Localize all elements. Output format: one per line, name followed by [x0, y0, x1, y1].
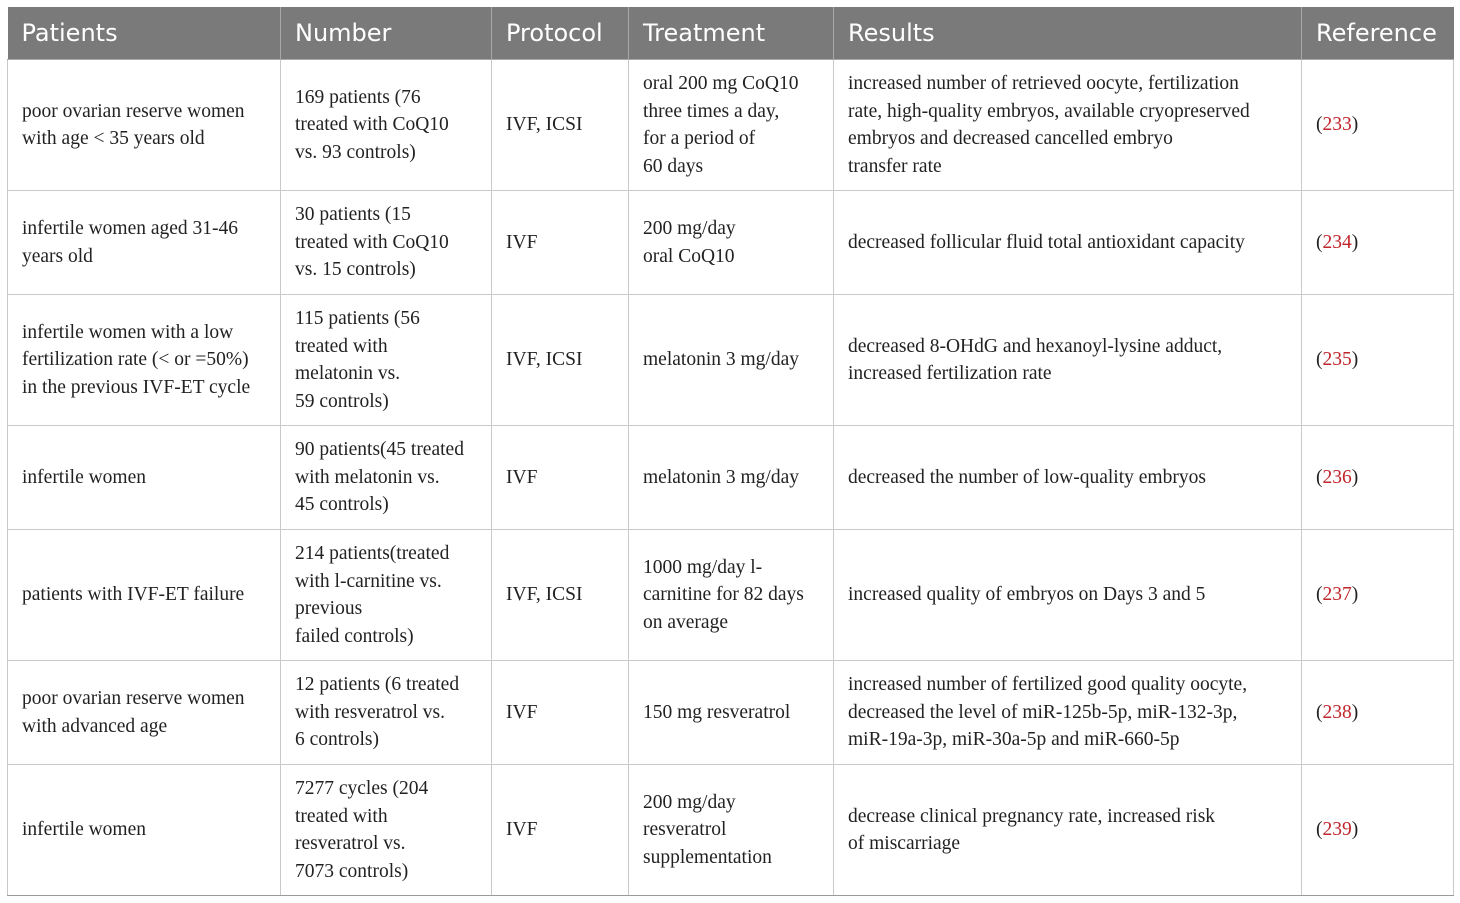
table-row: [8, 661, 1454, 765]
results-text-line: transfer rate: [848, 155, 942, 177]
cell-results: [834, 191, 1302, 295]
cell-treatment: [629, 60, 834, 191]
reference-link[interactable]: 238: [1322, 701, 1352, 723]
cell-number: [281, 295, 492, 426]
results-text-line: embryos and decreased cancelled embryo: [848, 128, 1173, 149]
results-text-line: increased fertilization rate: [848, 363, 1052, 384]
reference-close-paren: ): [1351, 466, 1359, 488]
number-text-line: 6 controls): [295, 729, 379, 751]
protocol-text-line: IVF: [506, 231, 538, 253]
treatment-text-line: on average: [643, 611, 728, 633]
results-text-line: miR-19a-3p, miR-30a-5p and miR-660-5p: [848, 729, 1180, 751]
reference-open-paren: (: [1316, 701, 1323, 723]
treatment-text-line: 60 days: [643, 155, 704, 177]
number-text-line: with l-carnitine vs.: [295, 570, 442, 592]
cell-protocol: [492, 426, 629, 530]
cell-treatment: [629, 426, 834, 530]
number-text-line: 30 patients (15: [295, 204, 411, 226]
results-text-line: decreased the level of miR-125b-5p, miR-132-3p,: [848, 701, 1238, 723]
treatment-text-line: oral 200 mg CoQ10: [643, 73, 799, 94]
number-text-line: 7277 cycles (204: [295, 778, 429, 799]
patients-text-line: with age < 35 years old: [22, 128, 205, 149]
cell-protocol: [492, 530, 629, 661]
table-row: [8, 295, 1454, 426]
cell-reference: [1302, 295, 1454, 426]
cell-number: [281, 191, 492, 295]
cell-patients: [8, 295, 281, 426]
treatment-text-line: supplementation: [643, 846, 772, 868]
patients-text-line: infertile women: [22, 819, 146, 841]
cell-results: [834, 295, 1302, 426]
treatment-text-line: for a period of: [643, 128, 756, 149]
reference-link[interactable]: 234: [1322, 231, 1352, 253]
cell-number: [281, 765, 492, 896]
number-text-line: failed controls): [295, 625, 414, 647]
cell-number: [281, 426, 492, 530]
protocol-text-line: IVF: [506, 466, 538, 488]
number-text-line: with resveratrol vs.: [295, 701, 446, 723]
patients-text-line: patients with IVF-ET failure: [22, 584, 245, 606]
reference-open-paren: (: [1316, 114, 1323, 136]
patients-text-line: poor ovarian reserve women: [22, 688, 245, 709]
number-text-line: 7073 controls): [295, 860, 409, 882]
cell-number: [281, 60, 492, 191]
patients-text-line: years old: [22, 245, 93, 267]
cell-patients: [8, 191, 281, 295]
cell-protocol: [492, 295, 629, 426]
cell-reference: [1302, 530, 1454, 661]
results-text-line: rate, high-quality embryos, available cryopreserved: [848, 100, 1250, 122]
data-table: [7, 7, 1454, 896]
reference-open-paren: (: [1316, 819, 1323, 841]
cell-number: [281, 530, 492, 661]
number-text-line: 12 patients (6 treated: [295, 674, 460, 696]
number-text-line: 115 patients (56: [295, 308, 420, 329]
data-table-container: [7, 7, 1453, 896]
cell-results: [834, 765, 1302, 896]
column-header-reference: Reference: [1302, 7, 1454, 60]
cell-reference: [1302, 661, 1454, 765]
reference-link[interactable]: 235: [1322, 349, 1352, 371]
table-row: [8, 530, 1454, 661]
patients-text-line: infertile women: [22, 466, 146, 488]
reference-close-paren: ): [1351, 349, 1359, 371]
cell-reference: [1302, 765, 1454, 896]
cell-treatment: [629, 765, 834, 896]
cell-patients: [8, 530, 281, 661]
cell-patients: [8, 765, 281, 896]
number-text-line: treated with CoQ10: [295, 114, 449, 136]
patients-text-line: poor ovarian reserve women: [22, 100, 245, 122]
results-text-line: decreased 8-OHdG and hexanoyl-lysine adduct,: [848, 335, 1223, 357]
number-text-line: 169 patients (76: [295, 86, 421, 108]
cell-treatment: [629, 191, 834, 295]
protocol-text-line: IVF, ICSI: [506, 349, 583, 371]
cell-treatment: [629, 530, 834, 661]
results-text-line: increased number of retrieved oocyte, fertilization: [848, 73, 1239, 94]
number-text-line: 90 patients(45 treated: [295, 439, 464, 461]
results-text-line: increased number of fertilized good quality oocyte,: [848, 674, 1248, 696]
cell-results: [834, 426, 1302, 530]
number-text-line: treated with: [295, 805, 388, 827]
cell-protocol: [492, 765, 629, 896]
cell-patients: [8, 426, 281, 530]
reference-link[interactable]: 239: [1322, 819, 1352, 841]
results-text-line: decrease clinical pregnancy rate, increased risk: [848, 805, 1216, 827]
treatment-text-line: 150 mg resveratrol: [643, 701, 791, 723]
treatment-text-line: melatonin 3 mg/day: [643, 466, 799, 488]
cell-results: [834, 661, 1302, 765]
number-text-line: melatonin vs.: [295, 363, 401, 384]
reference-link[interactable]: 237: [1322, 584, 1352, 606]
cell-patients: [8, 60, 281, 191]
cell-patients: [8, 661, 281, 765]
protocol-text-line: IVF, ICSI: [506, 584, 583, 606]
treatment-text-line: 1000 mg/day l-: [643, 556, 763, 578]
results-text-line: decreased the number of low-quality embryos: [848, 466, 1206, 488]
cell-treatment: [629, 661, 834, 765]
column-header-patients: Patients: [8, 7, 281, 60]
reference-close-paren: ): [1351, 819, 1359, 841]
cell-treatment: [629, 295, 834, 426]
column-header-results: Results: [834, 7, 1302, 60]
results-text-line: increased quality of embryos on Days 3 and 5: [848, 584, 1206, 606]
protocol-text-line: IVF, ICSI: [506, 114, 583, 136]
treatment-text-line: oral CoQ10: [643, 245, 735, 267]
table-row: [8, 60, 1454, 191]
number-text-line: 214 patients(treated: [295, 543, 450, 564]
cell-results: [834, 60, 1302, 191]
protocol-text-line: IVF: [506, 701, 538, 723]
column-header-number: Number: [281, 7, 492, 60]
patients-text-line: infertile women aged 31-46: [22, 218, 239, 239]
treatment-text-line: carnitine for 82 days: [643, 584, 804, 606]
treatment-text-line: resveratrol: [643, 819, 727, 841]
column-header-treatment: Treatment: [629, 7, 834, 60]
number-text-line: vs. 93 controls): [295, 141, 416, 163]
column-header-protocol: Protocol: [492, 7, 629, 60]
cell-reference: [1302, 426, 1454, 530]
results-text-line: of miscarriage: [848, 833, 961, 854]
number-text-line: treated with CoQ10: [295, 231, 449, 253]
treatment-text-line: 200 mg/day: [643, 218, 736, 239]
cell-reference: [1302, 60, 1454, 191]
reference-link[interactable]: 236: [1322, 466, 1352, 488]
reference-open-paren: (: [1316, 349, 1323, 371]
reference-open-paren: (: [1316, 466, 1323, 488]
table-body: [8, 60, 1454, 896]
table-row: [8, 191, 1454, 295]
patients-text-line: in the previous IVF-ET cycle: [22, 376, 251, 398]
cell-protocol: [492, 60, 629, 191]
number-text-line: previous: [295, 598, 363, 619]
treatment-text-line: 200 mg/day: [643, 791, 736, 813]
patients-text-line: infertile women with a low: [22, 321, 234, 343]
table-header: [8, 7, 1454, 60]
reference-close-paren: ): [1351, 701, 1359, 723]
reference-link[interactable]: 233: [1322, 114, 1352, 136]
reference-close-paren: ): [1351, 114, 1359, 136]
reference-close-paren: ): [1351, 584, 1359, 606]
number-text-line: resveratrol vs.: [295, 833, 406, 854]
cell-protocol: [492, 661, 629, 765]
protocol-text-line: IVF: [506, 819, 538, 841]
number-text-line: vs. 15 controls): [295, 259, 416, 281]
treatment-text-line: melatonin 3 mg/day: [643, 349, 799, 371]
header-row: [8, 7, 1454, 60]
reference-close-paren: ): [1351, 231, 1359, 253]
number-text-line: 45 controls): [295, 494, 389, 516]
cell-number: [281, 661, 492, 765]
patients-text-line: fertilization rate (< or =50%): [22, 349, 249, 371]
cell-results: [834, 530, 1302, 661]
cell-reference: [1302, 191, 1454, 295]
table-row: [8, 765, 1454, 896]
number-text-line: with melatonin vs.: [295, 466, 440, 488]
reference-open-paren: (: [1316, 231, 1323, 253]
table-row: [8, 426, 1454, 530]
number-text-line: 59 controls): [295, 390, 389, 412]
number-text-line: treated with: [295, 335, 388, 357]
results-text-line: decreased follicular fluid total antioxidant capacity: [848, 231, 1245, 253]
patients-text-line: with advanced age: [22, 715, 168, 737]
treatment-text-line: three times a day,: [643, 100, 780, 122]
cell-protocol: [492, 191, 629, 295]
reference-open-paren: (: [1316, 584, 1323, 606]
